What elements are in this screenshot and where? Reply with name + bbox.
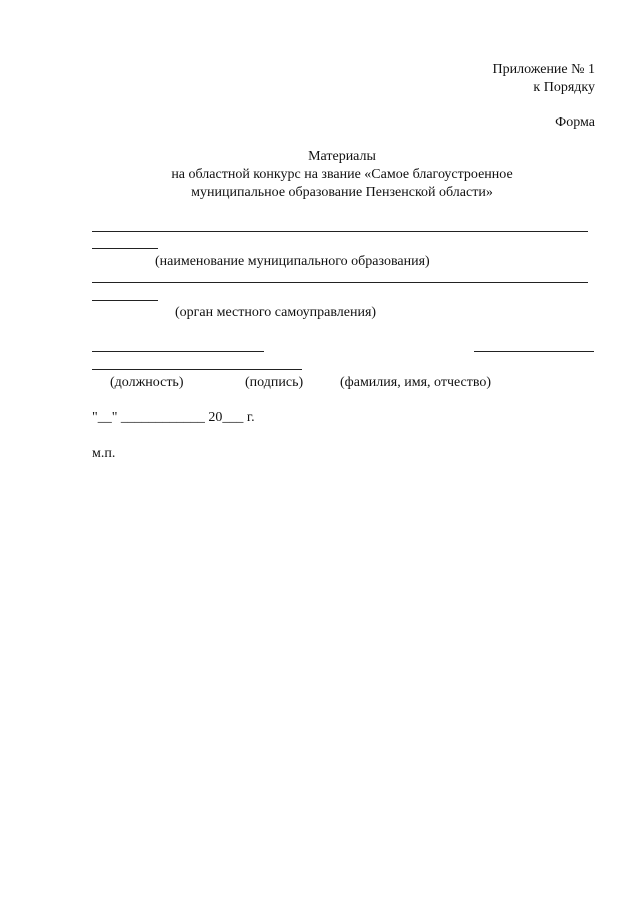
- position-fill-line: [92, 351, 264, 352]
- authority-fill-line: [92, 282, 588, 283]
- title-line-1: Материалы: [308, 149, 376, 164]
- municipality-fill-line: [92, 231, 588, 232]
- signature-caption: (подпись): [245, 375, 304, 390]
- municipality-caption: (наименование муниципального образования): [155, 254, 430, 269]
- signature-fill-line: [92, 369, 302, 370]
- fullname-fill-line: [474, 351, 594, 352]
- appendix-number: Приложение № 1: [492, 62, 595, 77]
- appendix-reference: к Порядку: [533, 80, 595, 95]
- municipality-fill-line-continuation: [92, 248, 158, 249]
- date-line: "__" ____________ 20___ г.: [92, 410, 255, 425]
- title-line-3: муниципальное образование Пензенской области»: [191, 185, 493, 200]
- position-caption: (должность): [110, 375, 184, 390]
- title-line-2: на областной конкурс на звание «Самое благоустроенное: [171, 167, 513, 182]
- stamp-label: м.п.: [92, 446, 116, 461]
- fullname-caption: (фамилия, имя, отчество): [340, 375, 492, 390]
- authority-fill-line-continuation: [92, 300, 158, 301]
- authority-caption: (орган местного самоуправления): [175, 305, 377, 320]
- form-label: Форма: [555, 115, 595, 130]
